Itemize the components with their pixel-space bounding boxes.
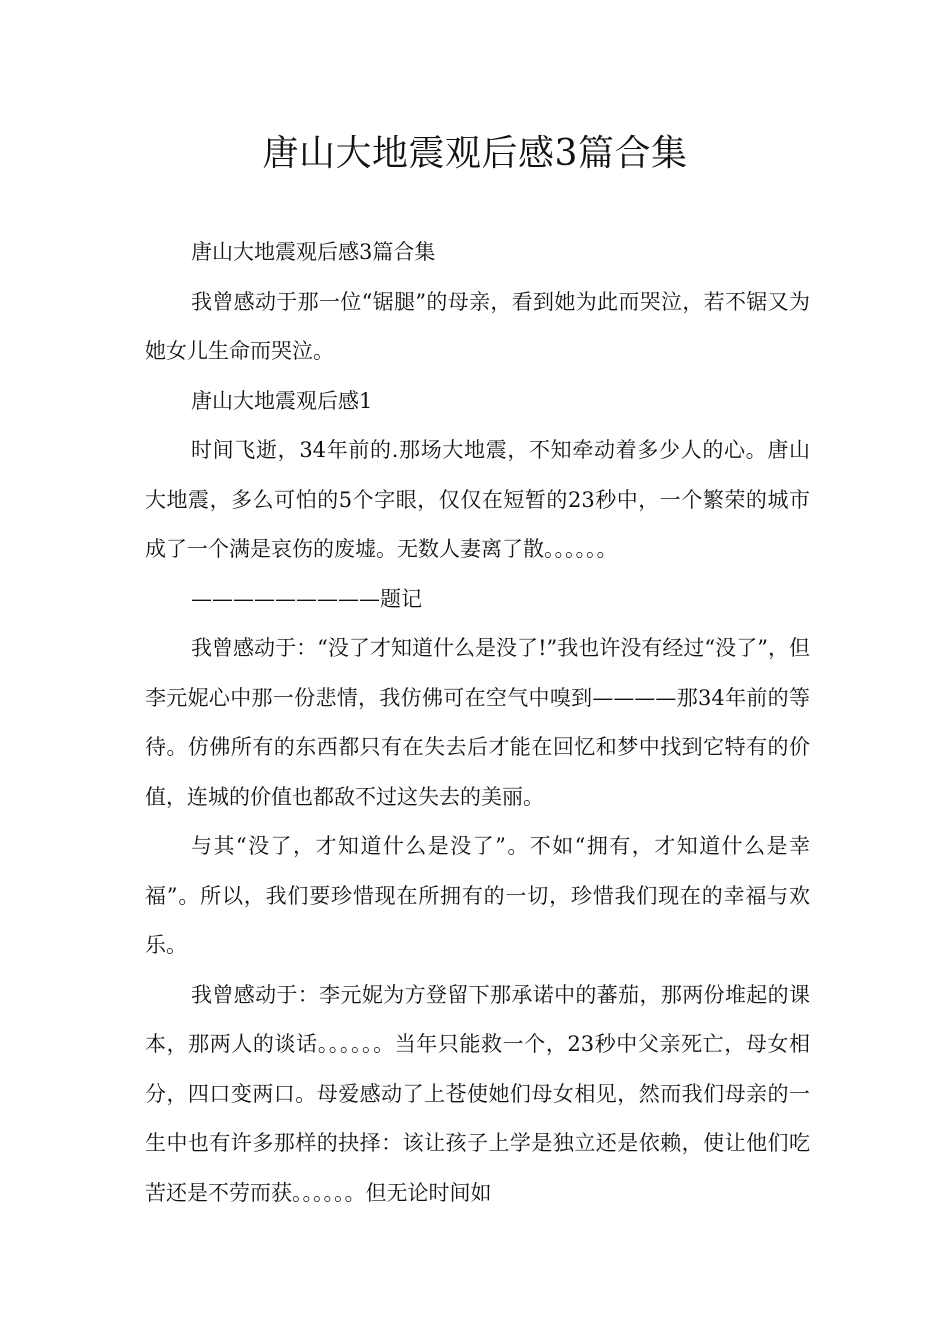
paragraph: 我曾感动于：“没了才知道什么是没了!”我也许没有经过“没了”，但李元妮心中那一份悲情，我仿佛可在空气中嗅到————那34年前的等待。仿佛所有的东西都只有在失去后才能在回忆和梦中找到它特有的价值，连城的价值也都敌不过这失去的美丽。 [145,636,810,809]
paragraph: 我曾感动于：李元妮为方登留下那承诺中的蕃茄，那两份堆起的课本，那两人的谈话。。。。。。当年只能救一个，23秒中父亲死亡，母女相分，四口变两口。母爱感动了上苍使她们母女相见，然而我们母亲的一生中也有许多那样的抉择：该让孩子上学是独立还是依赖，使让他们吃苦还是不劳而获。。。。。。但无论时间如 [145,982,810,1205]
paragraph-intro: 我曾感动于那一位“锯腿”的母亲，看到她为此而哭泣，若不锯又为她女儿生命而哭泣。 [145,289,810,363]
document-title: 唐山大地震观后感3篇合集 [262,133,688,174]
paragraph-epigraph: —————————题记 [191,586,422,611]
paragraph: 时间飞逝，34年前的.那场大地震，不知牵动着多少人的心。唐山大地震，多么可怕的5个字眼，仅仅在短暂的23秒中，一个繁荣的城市成了一个满是哀伤的废墟。无数人妻离了散。。。。。。 [145,438,810,561]
paragraph-subtitle: 唐山大地震观后感3篇合集 [191,240,436,264]
document-body [145,228,810,1218]
paragraph: 与其“没了，才知道什么是没了”。不如“拥有，才知道什么是幸福”。所以，我们要珍惜现在所拥有的一切，珍惜我们现在的幸福与欢乐。 [145,834,810,957]
section-heading-1: 唐山大地震观后感1 [191,388,373,413]
